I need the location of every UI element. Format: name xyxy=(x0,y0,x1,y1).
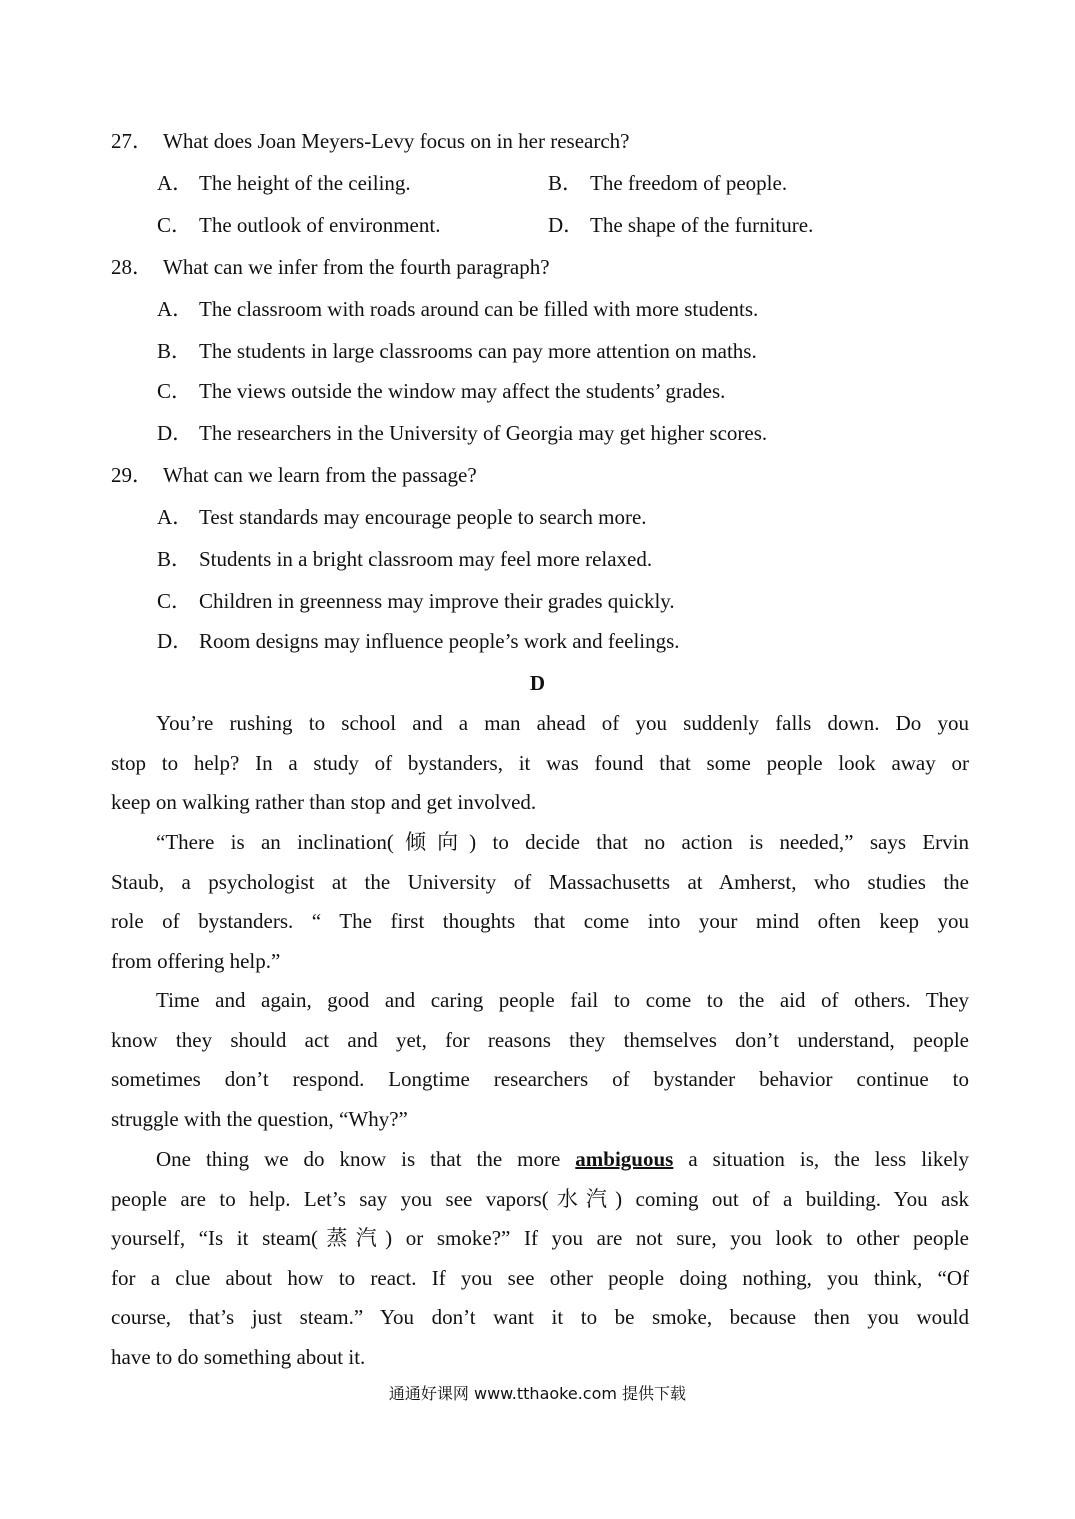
question-text: What does Joan Meyers-Levy focus on in her research? xyxy=(163,129,630,153)
option-29-c xyxy=(157,588,675,614)
option-text: The views outside the window may affect the students’ grades. xyxy=(199,379,726,403)
option-text: The students in large classrooms can pay more attention on maths. xyxy=(199,339,757,363)
option-27-d xyxy=(548,212,813,238)
option-text: Children in greenness may improve their grades quickly. xyxy=(199,589,675,613)
passage-paragraph-3 xyxy=(111,981,969,1139)
option-text: The height of the ceiling. xyxy=(199,171,411,195)
passage-line: have to do something about it. xyxy=(111,1344,366,1369)
option-29-a xyxy=(157,504,647,530)
passage-text: a situation is, the less likely xyxy=(688,1147,970,1171)
option-28-c xyxy=(157,378,725,404)
option-28-b xyxy=(157,338,757,364)
option-text: The outlook of environment. xyxy=(199,213,441,237)
option-27-b xyxy=(548,170,787,196)
option-letter: A． xyxy=(157,171,194,195)
passage-line: struggle with the question, “Why?” xyxy=(111,1106,408,1131)
option-letter: B． xyxy=(548,171,584,195)
option-text: Test standards may encourage people to search more. xyxy=(199,505,647,529)
option-text: Room designs may influence people’s work and feelings. xyxy=(199,629,680,653)
passage-line xyxy=(111,1140,969,1180)
passage-line: sometimes don’t respond. Longtime researchers of bystander behavior continue to xyxy=(111,1067,969,1091)
passage-line: stop to help? In a study of bystanders, it was found that some people look away or xyxy=(111,750,969,775)
question-28 xyxy=(111,254,550,280)
passage-line: role of bystanders. “ The first thoughts that come into your mind often keep you xyxy=(111,909,969,933)
option-29-b xyxy=(157,546,652,572)
passage-line: Time and again, good and caring people fail to come to the aid of others. They xyxy=(156,988,969,1012)
option-letter: D． xyxy=(157,629,194,653)
option-28-d xyxy=(157,420,767,446)
question-text: What can we infer from the fourth paragraph? xyxy=(163,255,550,279)
option-letter: B． xyxy=(157,547,193,571)
option-text: The researchers in the University of Georgia may get higher scores. xyxy=(199,421,768,445)
option-29-d xyxy=(157,628,680,654)
passage-paragraph-2 xyxy=(111,823,969,981)
underlined-word: ambiguous xyxy=(575,1147,674,1171)
option-text: Students in a bright classroom may feel more relaxed. xyxy=(199,547,653,571)
option-letter: D． xyxy=(548,213,585,237)
option-letter: D． xyxy=(157,421,194,445)
option-text: The shape of the furniture. xyxy=(590,213,814,237)
passage-line: from offering help.” xyxy=(111,948,281,973)
option-text: The classroom with roads around can be filled with more students. xyxy=(199,297,759,321)
passage-line: You’re rushing to school and a man ahead of you suddenly falls down. Do you xyxy=(156,711,969,735)
passage-line: for a clue about how to react. If you see other people doing nothing, you think, “Of xyxy=(111,1265,969,1290)
option-letter: A． xyxy=(157,297,194,321)
passage-line: Staub, a psychologist at the University of Massachusetts at Amherst, who studies the xyxy=(111,869,969,894)
page-footer: 通通好课网 www.tthaoke.com 提供下载 xyxy=(388,1384,687,1403)
option-text: The freedom of people. xyxy=(590,171,788,195)
passage-paragraph-4 xyxy=(111,1140,969,1377)
question-number: 28． xyxy=(111,255,153,279)
passage-line: course, that’s just steam.” You don’t want it to be smoke, because then you would xyxy=(111,1305,969,1329)
passage-line: people are to help. Let’s say you see vapors(水汽) coming out of a building. You ask xyxy=(111,1186,969,1211)
option-letter: A． xyxy=(157,505,194,529)
question-number: 29． xyxy=(111,463,153,487)
option-letter: C． xyxy=(157,379,193,403)
passage-paragraph-1 xyxy=(111,704,969,823)
passage-line: know they should act and yet, for reasons they themselves don’t understand, people xyxy=(111,1027,969,1052)
section-title: D xyxy=(529,671,546,695)
option-letter: B． xyxy=(157,339,193,363)
question-29 xyxy=(111,462,477,488)
question-text: What can we learn from the passage? xyxy=(163,463,477,487)
option-letter: C． xyxy=(157,213,193,237)
passage-text: One thing we do know is that the more xyxy=(156,1147,561,1171)
option-27-a xyxy=(157,170,411,196)
option-letter: C． xyxy=(157,589,193,613)
passage-line: keep on walking rather than stop and get involved. xyxy=(111,790,537,814)
question-number: 27． xyxy=(111,129,153,153)
passage-line: yourself, “Is it steam(蒸汽) or smoke?” If you are not sure, you look to other people xyxy=(111,1226,969,1250)
option-28-a xyxy=(157,296,758,322)
passage-line: “There is an inclination(倾向) to decide that no action is needed,” says Ervin xyxy=(156,830,969,854)
option-27-c xyxy=(157,212,440,238)
question-27 xyxy=(111,128,629,154)
